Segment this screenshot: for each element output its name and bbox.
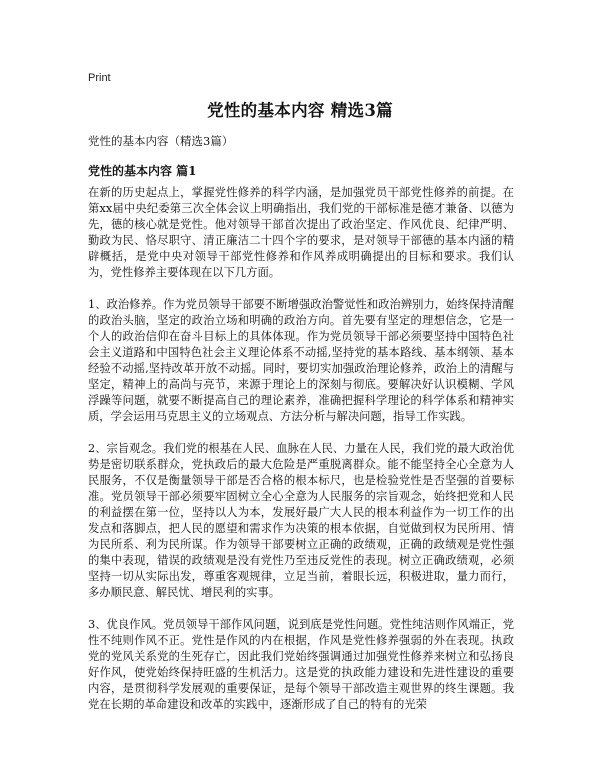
section-heading: 党性的基本内容 篇1 bbox=[88, 164, 197, 178]
paragraph-style: 3、优良作风。党员领导干部作风问题，说到底是党性问题。党性纯洁则作风端正，党性不纯则作风不正。党性是作风的内在根据，作风是党性修养强弱的外在表现。执政党的党风关系党的生死存亡，因此我们党始终强调通过加强党性修养来树立和弘扬良好作风，使党始终保持旺盛的生机活力。这是党的执政能力建设和先进性建设的重要内容，是贯彻科学发展观的重要保证，是每个领导干部改造主观世界的终生课题。我党在长期的革命建设和改革的实践中，逐渐形成了自己的特有的光荣 bbox=[88, 618, 514, 711]
document-subtitle: 党性的基本内容（精选3篇） bbox=[88, 134, 234, 148]
document-body bbox=[88, 185, 514, 729]
paragraph-purpose: 2、宗旨观念。我们党的根基在人民、血脉在人民、力量在人民，我们党的最大政治优势是密切联系群众，党执政后的最大危险是严重脱离群众。能不能坚持全心全意为人民服务，不仅是衡量领导干部是否合格的根本标尺，也是检验党性是否坚强的首要标准。党员领导干部必须要牢固树立全心全意为人民服务的宗旨观念，始终把党和人民的利益摆在第一位，坚持以人为本，发展好最广大人民的根本利益作为一切工作的出发点和落脚点，把人民的愿望和需求作为决策的根本依据，自觉做到权为民所用、情为民所系、利为民所谋。作为领导干部要树立正确的政绩观，正确的政绩观是党性强的集中表现，错误的政绩观是没有党性乃至违反党性的表现。树立正确政绩观，必须坚持一切从实际出发，尊重客观规律，立足当前，着眼长远，积极进取，量力而行，多办顺民意、解民忧、增民利的实事。 bbox=[88, 442, 514, 599]
paragraph-intro: 在新的历史起点上，掌握党性修养的科学内涵，是加强党员干部党性修养的前提。在第xx届中央纪委第三次全体会议上明确指出，我们党的干部标准是德才兼备、以德为先，德的核心就是党性。他对领导干部首次提出了政治坚定、作风优良、纪律严明、勤政为民、恪尽职守、清正廉洁二十四个字的要求，是对领导干部德的基本内涵的精辟概括，是党中央对领导干部党性修养和作风养成明确提出的目标和要求。我们认为，党性修养主要体现在以下几方面。 bbox=[88, 186, 514, 279]
paragraph-political: 1、政治修养。作为党员领导干部要不断增强政治警觉性和政治辨别力，始终保持清醒的政治头脑，坚定的政治立场和明确的政治方向。首先要有坚定的理想信念，它是一个人的政治信仰在奋斗目标上的具体体现。作为党员领导干部必须要坚持中国特色社会主义道路和中国特色社会主义理论体系不动摇,坚持党的基本路线、基本纲领、基本经验不动摇,坚持改革开放不动摇。同时，要切实加强政治理论修养，政治上的清醒与坚定，精神上的高尚与亮节，来源于理论上的深刻与彻底。要解决好认识模糊、学风浮躁等问题，就要不断提高自己的理论素养，准确把握科学理论的科学体系和精神实质，学会运用马克思主义的立场观点、方法分析与解决问题，指导工作实践。 bbox=[88, 298, 514, 423]
page-title: 党性的基本内容 精选3篇 bbox=[207, 101, 393, 120]
print-label[interactable]: Print bbox=[88, 72, 111, 84]
